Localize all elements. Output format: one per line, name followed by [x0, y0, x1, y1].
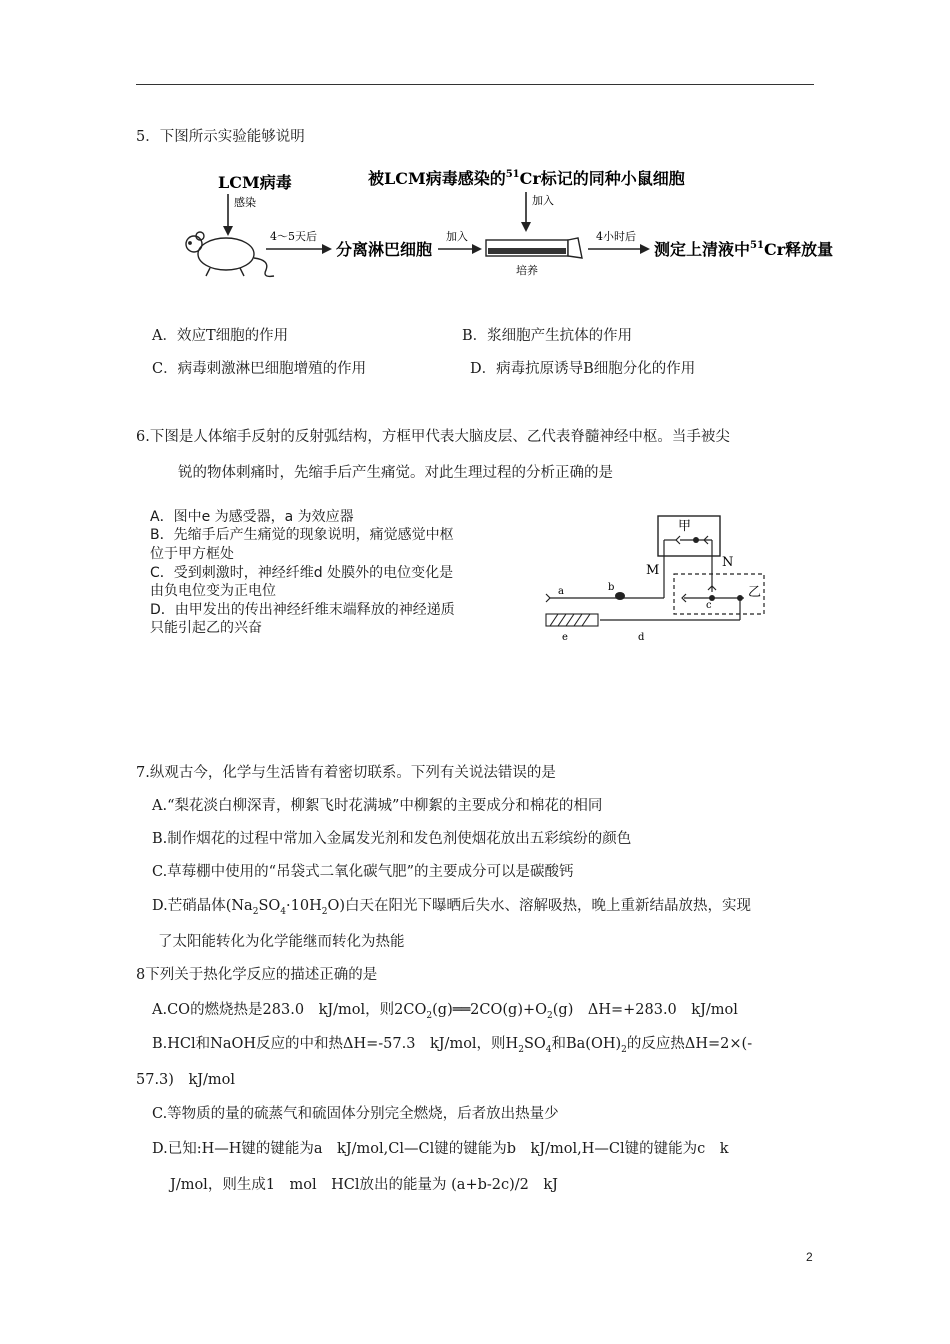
q7-option-a: A.“梨花淡白柳深青，柳絮飞时花满城”中柳絮的主要成分和棉花的相同	[152, 798, 603, 814]
q6-option-c-line2: 由负电位变为正电位	[150, 583, 276, 599]
q8-option-a: A.CO的燃烧热是283.0 kJ/mol，则$2CO_2(g)══2CO(g)+O_2(g)$ ΔH=+283.0 kJ/mol	[152, 1002, 738, 1021]
q8-option-d-line1: D.已知:H—H键的键能为a kJ/mol,Cl—Cl键的键能为b kJ/mol,H—Cl键的键能为c k	[152, 1141, 729, 1157]
q6-stem-line1: 6.下图是人体缩手反射的反射弧结构，方框甲代表大脑皮层、乙代表脊髓神经中枢。当手被尖	[136, 429, 730, 445]
q6-stem-line2: 锐的物体刺痛时，先缩手后产生痛觉。对此生理过程的分析正确的是	[178, 465, 613, 481]
d-label: d	[638, 632, 645, 643]
jia-label: 甲	[678, 519, 692, 534]
test-tube-icon	[486, 238, 582, 258]
q8-option-b-line1: B.HCl和NaOH反应的中和热ΔH=-57.3 kJ/mol，则$H_2SO_4$和$Ba(OH)_2$的反应热ΔH=2×(-	[152, 1036, 753, 1055]
n-label: N	[722, 555, 734, 570]
page-number: 2	[806, 1250, 813, 1264]
q5-figure	[170, 160, 850, 290]
q6-option-b-line2: 位于甲方框处	[150, 546, 234, 562]
q7-option-c: C.草莓棚中使用的“吊袋式二氧化碳气肥”的主要成分可以是碳酸钙	[152, 864, 574, 880]
q7-option-d-line1: D.芒硝晶体$(Na_2SO_4\cdot 10H_2O)$白天在阳光下曝晒后失水、溶解吸热，晚上重新结晶放热，实现	[152, 898, 752, 917]
q8-option-d-line2: J/mol，则生成1 mol HCl放出的能量为 (a+b-2c)/2 kJ	[170, 1177, 558, 1193]
q5-culture-label: 培养	[516, 264, 538, 277]
q5-option-c: C．病毒刺激淋巴细胞增殖的作用	[152, 361, 367, 377]
q5-infect-label: 感染	[234, 196, 256, 209]
mouse-icon	[186, 232, 274, 276]
q5-stem: 5．下图所示实验能够说明	[136, 129, 305, 145]
q5-add-vertical-label: 加入	[532, 194, 554, 207]
header-rule	[136, 84, 814, 85]
q5-top-label: 被LCM病毒感染的$^{51}$Cr标记的同种小鼠细胞	[368, 169, 685, 188]
b-label: b	[608, 582, 615, 593]
yi-label: 乙	[748, 585, 762, 600]
q5-virus-label: LCM病毒	[218, 173, 292, 192]
q8-option-b-line2: 57.3) kJ/mol	[136, 1072, 236, 1088]
m-label: M	[646, 563, 660, 578]
e-label: e	[562, 632, 568, 643]
effector-hatch	[546, 614, 598, 626]
q7-option-b: B.制作烟花的过程中常加入金属发光剂和发色剂使烟花放出五彩缤纷的颜色	[152, 831, 632, 847]
q5-hours-label: 4小时后	[596, 230, 636, 243]
q5-measure-label: 测定上清液中$^{51}$Cr释放量	[654, 240, 834, 259]
q5-option-a: A．效应T细胞的作用	[152, 328, 289, 344]
q7-option-d-line2: 了太阳能转化为化学能继而转化为热能	[158, 934, 405, 950]
q5-days-label: 4～5天后	[270, 230, 317, 243]
q6-option-d-line2: 只能引起乙的兴奋	[150, 620, 262, 636]
q8-option-c: C.等物质的量的硫蒸气和硫固体分别完全燃烧，后者放出热量少	[152, 1106, 559, 1122]
q5-add-label: 加入	[446, 230, 468, 243]
q5-separate-label: 分离淋巴细胞	[336, 240, 433, 259]
q6-option-c-line1: C．受到刺激时，神经纤维d 处膜外的电位变化是	[150, 565, 454, 581]
q7-stem: 7.纵观古今，化学与生活皆有着密切联系。下列有关说法错误的是	[136, 765, 556, 781]
q5-option-d: D．病毒抗原诱导B细胞分化的作用	[470, 361, 696, 377]
q8-stem: 8下列关于热化学反应的描述正确的是	[136, 967, 378, 983]
q6-option-d-line1: D．由甲发出的传出神经纤维末端释放的神经递质	[150, 602, 455, 618]
c-label: c	[706, 600, 712, 611]
q6-option-a: A．图中e 为感受器，a 为效应器	[150, 509, 354, 525]
a-label: a	[558, 586, 564, 597]
q6-option-b-line1: B．先缩手后产生痛觉的现象说明，痛觉感觉中枢	[150, 527, 454, 543]
q5-option-b: B．浆细胞产生抗体的作用	[462, 328, 633, 344]
reflex-arc-diagram	[540, 508, 772, 648]
